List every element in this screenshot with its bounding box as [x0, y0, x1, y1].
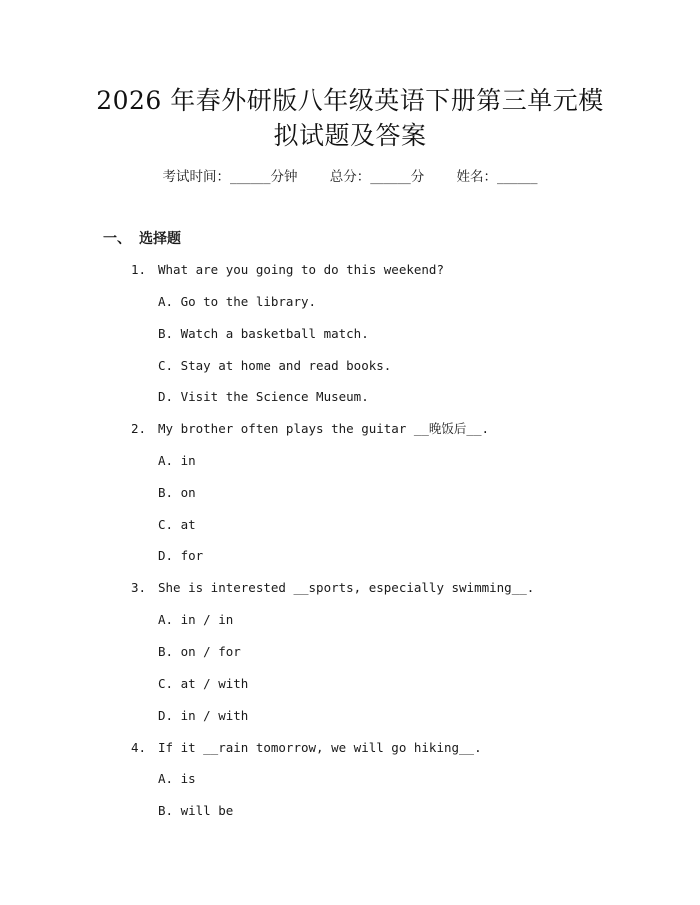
- question-3-option-a: A. in / in: [158, 612, 234, 627]
- question-1-option-d: D. Visit the Science Museum.: [158, 389, 369, 404]
- question-number: 1.: [131, 262, 147, 277]
- section-heading: [103, 230, 181, 248]
- section-number: 一、: [103, 231, 131, 247]
- question-2-option-b: B. on: [158, 485, 196, 500]
- question-1-option-a: A. Go to the library.: [158, 294, 317, 309]
- exam-meta: [0, 168, 700, 186]
- document-title-line-1: 2026 年春外研版八年级英语下册第三单元模: [96, 86, 604, 115]
- question-text: My brother often plays the guitar __晚饭后__.: [158, 421, 489, 436]
- question-2-option-a: A. in: [158, 453, 196, 468]
- question-number: 3.: [131, 580, 147, 595]
- question-3-option-b: B. on / for: [158, 644, 241, 659]
- question-3: [131, 580, 534, 596]
- question-2-option-d: D. for: [158, 548, 204, 563]
- document-title-line-2: 拟试题及答案: [273, 121, 427, 150]
- question-number: 4.: [131, 740, 147, 755]
- question-3-option-c: C. at / with: [158, 676, 249, 691]
- question-4-option-a: A. is: [158, 771, 196, 786]
- question-text: If it __rain tomorrow, we will go hiking__.: [158, 740, 482, 755]
- question-2-option-c: C. at: [158, 517, 196, 532]
- total-score-field: 总分：______分: [329, 169, 425, 185]
- question-4: [131, 740, 482, 756]
- question-text: She is interested __sports, especially swimming__.: [158, 580, 535, 595]
- section-title: 选择题: [139, 231, 181, 247]
- exam-time-field: 考试时间：______分钟: [162, 169, 298, 185]
- question-4-option-b: B. will be: [158, 803, 234, 818]
- question-1-option-b: B. Watch a basketball match.: [158, 326, 369, 341]
- question-number: 2.: [131, 421, 147, 436]
- question-1-option-c: C. Stay at home and read books.: [158, 358, 392, 373]
- question-3-option-d: D. in / with: [158, 708, 249, 723]
- question-1: [131, 262, 444, 278]
- question-text: What are you going to do this weekend?: [158, 262, 444, 277]
- student-name-field: 姓名：______: [456, 169, 538, 185]
- question-2: [131, 421, 489, 437]
